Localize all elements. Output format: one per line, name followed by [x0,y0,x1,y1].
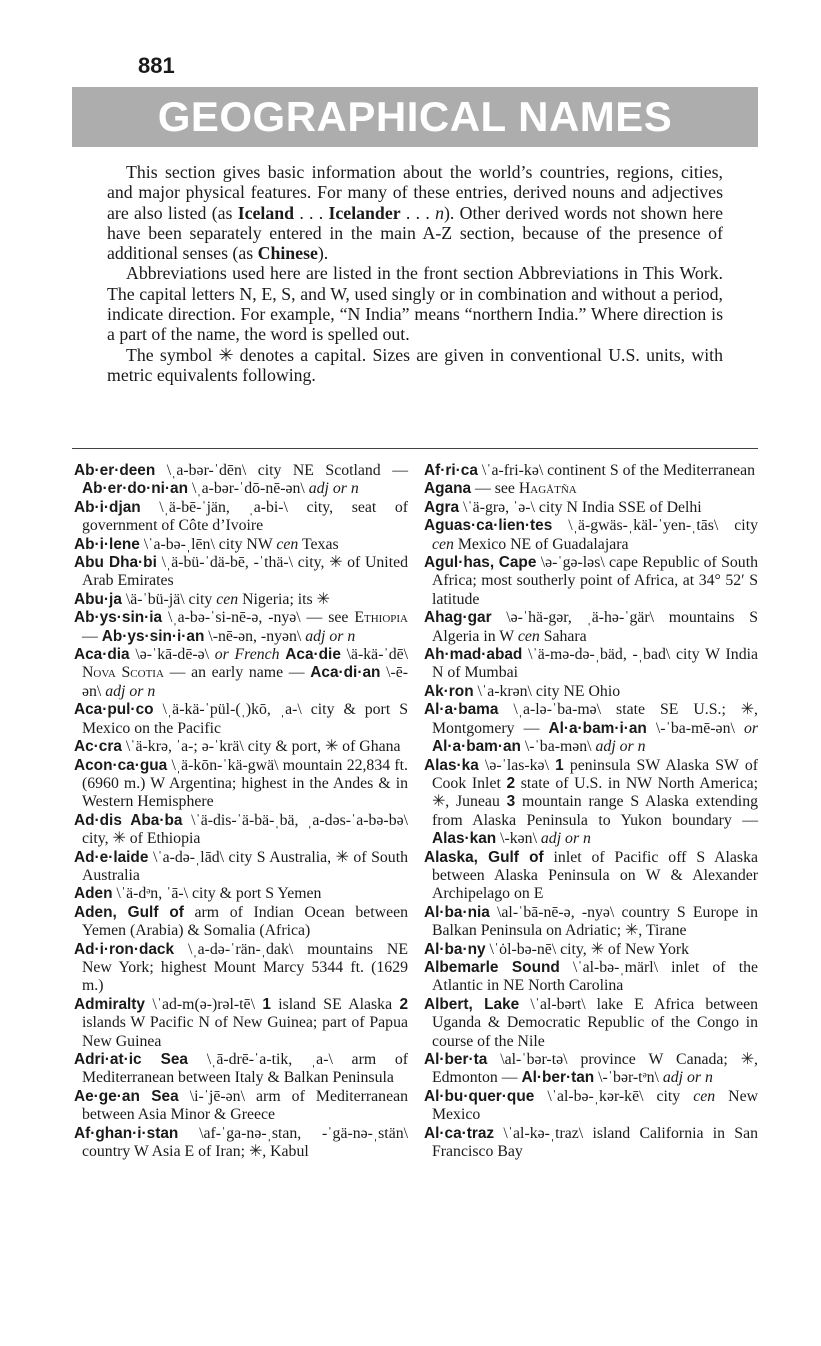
definition-text: \-nē-ən, -nyən\ [204,627,306,645]
headword: Albert, Lake [424,995,520,1013]
definition-text: Nigeria; its ✳ [238,590,330,608]
dictionary-entry [74,609,408,646]
headword: Al·a·bam·i·an [548,719,647,737]
definition-text: Sahara [539,627,587,645]
headword: Ak·ron [424,682,474,700]
definition-text: state of U.S. in NW North America; ✳, Juneau [432,774,758,811]
definition-text: \ə-ˈlas-kə\ [478,756,556,774]
dictionary-entry [424,959,758,996]
intro-paragraph-2: Abbreviations used here are listed in the front section Abbreviations in This Work. The capital letters N, E, S, and W, used singly or in combination and without a period, indicate direction. For example, “N India” means “northern India.” Where direction is a part of the name, the word is spelled out. [107,263,723,345]
definition-text: \ˌä-bü-ˈdä-bē, -ˈthä-\ city, ✳ of United Arab Emirates [82,554,408,590]
headword: Ac·cra [74,738,122,756]
definition-text: \ə-ˈhä-gər, ˌä-hə-ˈgär\ mountains S Algeria in W [432,609,758,645]
headword: Ae·ge·an Sea [74,1087,179,1105]
intro-text [107,162,723,385]
section-divider [72,448,758,449]
dictionary-entry [424,480,758,498]
definition-text: \ˌä-gwäs-ˌkäl-ˈyen-ˌtās\ city [552,517,758,535]
definition-text: \-ˈba-mən\ [520,738,596,756]
italic-label: cen [276,535,299,553]
definition-text: . . . [294,202,329,223]
dictionary-entry [424,849,758,904]
headword: Alas·ka [424,756,479,774]
dictionary-entry [74,499,408,536]
definition-text: \-ˈbər-tᵊn\ [594,1069,663,1087]
dictionary-entry [424,1051,758,1088]
definition-text: \ˈal-bə-ˌkər-kē\ city [534,1087,694,1105]
italic-label: adj or n [105,682,156,700]
headword: Al·ba·ny [424,940,486,958]
definition-text: — [82,627,102,645]
dictionary-entry [74,904,408,941]
definition-text: — see [471,480,519,498]
definition-text: \ˈä-dis-ˈä-bä-ˌbä, ˌa-dəs-ˈa-bə-bə\ city, ✳ of Ethiopia [82,811,408,848]
definition-text: New Mexico [432,1087,758,1124]
dictionary-entry [74,536,408,554]
headword: Ad·i·ron·dack [74,940,175,958]
headword: Ab·i·lene [74,535,140,553]
definition-text: \ˈad-m(ə-)rəl-tē\ [145,995,263,1013]
intro-paragraph-3: The symbol ✳ denotes a capital. Sizes are given in conventional U.S. units, with metric equivalents following. [107,344,723,385]
headword: Al·a·bam·an [432,738,521,756]
headword: Aden, Gulf of [74,903,184,921]
headword: Al·ca·traz [424,1124,495,1142]
dictionary-entry [424,701,758,756]
definition-text: ). [317,243,329,264]
intro-paragraph-1 [107,162,723,263]
entries-column-right [424,462,758,1161]
definition-text: \ˈa-bə-ˌlēn\ city NW [139,535,277,553]
italic-label: cen [432,535,454,553]
dictionary-entry [74,554,408,591]
dictionary-entry [74,1125,408,1162]
definition-text: \ˌā-drē-ˈa-tik, ˌa-\ arm of Mediterranean between Italy & Balkan Peninsula [82,1051,408,1087]
headword: Agra [424,498,460,516]
dictionary-entry [74,1088,408,1125]
headword: Al·ber·ta [424,1051,488,1068]
dictionary-entry [424,517,758,554]
headword: Abu Dha·bi [74,554,157,572]
definition-text: Texas [298,535,339,553]
headword: Adri·at·ic Sea [74,1051,188,1068]
definition-text: ). Other derived words not shown here have been separately entered in the main A-Z section, because of the presence of additional senses (as [107,202,723,264]
headword: Abu·ja [74,590,122,608]
headword: 2 [399,995,408,1013]
headword: Aca·die [285,646,341,664]
definition-text: \al-ˈbā-nē-ə, -nyə\ country S Europe in Balkan Peninsula on Adriatic; ✳, Tirane [432,903,758,940]
dictionary-entry [74,1051,408,1088]
cross-reference: Ethiopia [354,609,408,627]
definition-text: \ˌä-kä-ˈpül-(ˌ)kō, ˌa-\ city & port S Mexico on the Pacific [82,701,408,737]
definition-text: \ˈal-kə-ˌtraz\ island California in San Francisco Bay [432,1124,758,1161]
italic-label: cen [216,590,239,608]
headword: Ad·e·laide [74,848,149,866]
definition-text: \ˈȯl-bə-nē\ city, ✳ of New York [485,940,690,958]
dictionary-entry [74,757,408,812]
definition-text: \ˈä-dᵊn, ˈā-\ city & port S Yemen [112,885,322,903]
headword: Ab·er·deen [74,462,156,479]
definition-text: . . . [400,202,436,223]
entries-column-left [74,462,408,1161]
headword: Al·bu·quer·que [424,1087,535,1105]
definition-text: \al-ˈbər-tə\ province W Canada; ✳, Edmonton — [432,1051,758,1087]
definition-text: \ˌa-bə-ˈsi-nē-ə, -nyə\ — see [162,609,355,627]
headword: Ab·ys·sin·i·an [101,627,205,645]
italic-label: adj or n [662,1069,713,1087]
dictionary-entry [424,683,758,701]
headword: Aguas·ca·lien·tes [424,517,553,535]
italic-label: adj or n [595,738,646,756]
definition-text: \ə-ˈkā-dē-ə\ [129,646,215,664]
definition-text: \ˌa-bər-ˈdō-nē-ən\ [188,480,309,498]
dictionary-entry [74,996,408,1051]
definition-text: inlet of Pacific off S Alaska between Alaska Peninsula on W & Alexander Archipelago on E [432,848,758,903]
dictionary-entry [74,591,408,609]
definition-text: islands W Pacific N of New Guinea; part of Papua New Guinea [82,1014,408,1050]
definition-text: — an early name — [163,664,311,682]
headword: Aca·pul·co [74,701,154,719]
headword: 2 [506,774,516,792]
dictionary-entry [424,904,758,941]
italic-label: adj or n [540,830,591,848]
definition-text: mountain range S Alaska extending from Alaska Peninsula to Yukon boundary — [432,793,758,829]
headword: Aden [74,885,113,903]
definition-text: \ˈa-krən\ city NE Ohio [473,682,621,700]
headword: Iceland [237,202,295,223]
definition-text: island SE Alaska [270,995,400,1013]
definition-text: \ä-kä-ˈdē\ [340,646,409,664]
dictionary-entry [74,812,408,849]
italic-label: or [743,719,759,737]
definition-text: peninsula SW Alaska SW of Cook Inlet [432,756,758,792]
definition-text: This section gives basic information about the world’s countries, regions, cities, and major physical features. For many of these entries, derived nouns and adjectives are also listed (as [107,162,723,223]
definition-text: \ə-ˈgə-ləs\ cape Republic of South Africa; most southerly point of Africa, at 34° 52′ S latitude [432,554,758,608]
dictionary-entry [424,499,758,517]
cross-reference: Hagåtña [518,480,577,498]
headword: 3 [506,793,516,811]
definition-text: \-kən\ [496,830,541,848]
headword: Aca·dia [74,646,130,664]
dictionary-entry [424,462,758,480]
dictionary-entry [74,885,408,903]
headword: Al·a·bama [424,701,499,719]
definition-text: \ˌa-də-ˈrän-ˌdak\ mountains NE New York; highest Mount Marcy 5344 ft. (1629 m.) [82,940,408,995]
dictionary-entry [424,996,758,1051]
headword: Alaska, Gulf of [424,848,544,866]
headword: Admiralty [74,995,145,1013]
dictionary-entry [424,1088,758,1125]
page-number: 881 [138,53,175,78]
dictionary-entry [424,1125,758,1162]
definition-text: \ˌa-lə-ˈba-mə\ state SE U.S.; ✳, Montgomery — [432,701,758,737]
headword: Chinese [257,243,318,264]
section-title: GEOGRAPHICAL NAMES [157,93,673,140]
definition-text: \i-ˈjē-ən\ arm of Mediterranean between Asia Minor & Greece [82,1087,408,1124]
dictionary-entry [424,609,758,646]
headword: Aca·di·an [310,664,381,682]
definition-text: Mexico NE of Guadalajara [453,535,629,553]
headword: Ab·i·djan [74,498,141,516]
italic-label: n [435,202,444,223]
headword: Ab·ys·sin·ia [74,609,163,627]
headword: Alas·kan [432,830,497,848]
headword: Af·ri·ca [424,462,478,479]
definition-text: \ˈä-krə, ˈa-; ə-ˈkrä\ city & port, ✳ of Ghana [121,738,401,756]
definition-text: arm of Indian Ocean between Yemen (Arabia) & Somalia (Africa) [82,903,408,940]
italic-label: adj or n [308,480,359,498]
definition-text: \af-ˈga-nə-ˌstan, -ˈgä-nə-ˌstän\ country W Asia E of Iran; ✳, Kabul [82,1124,408,1161]
dictionary-entry [424,554,758,609]
definition-text: \ˈa-də-ˌlād\ city S Australia, ✳ of South Australia [82,848,408,884]
headword: 1 [555,756,564,774]
italic-label: or French [214,646,280,664]
definition-text: \ä-ˈbü-jä\ city [121,590,217,608]
definition-text: \-ˈba-mē-ən\ [646,719,744,737]
headword: Ah·mad·abad [424,646,523,664]
headword: Ad·dis Aba·ba [74,811,183,829]
dictionary-entry [424,646,758,683]
definition-text: \ˈä-mə-də-ˌbäd, -ˌbad\ city W India N of Mumbai [432,646,758,682]
definition-text: \ˌä-bē-ˈjän, ˌa-bi-\ city, seat of government of Côte d’Ivoire [82,498,408,535]
definition-text: \-ē-ən\ [82,664,409,700]
dictionary-entry [424,757,758,849]
dictionary-entry [74,462,408,499]
cross-reference: Nova Scotia [82,664,164,682]
dictionary-entry [74,701,408,738]
headword: Ab·er·do·ni·an [82,480,189,498]
section-title-band [72,87,758,147]
headword: Agana [424,480,472,498]
definition-text: \ˈal-bə-ˌmärl\ inlet of the Atlantic in NE North Carolina [432,958,758,995]
headword: Ahag·gar [424,609,492,627]
italic-label: cen [517,627,540,645]
italic-label: cen [693,1087,716,1105]
dictionary-entry [74,646,408,701]
dictionary-entry [74,849,408,886]
headword: Al·ber·tan [521,1069,595,1087]
headword: 1 [262,995,271,1013]
headword: Albemarle Sound [424,958,560,976]
definition-text: \ˈä-grə, ˈə-\ city N India SSE of Delhi [459,498,702,516]
definition-text: \ˈal-bərt\ lake E Africa between Uganda & Democratic Republic of the Congo in course of the Nile [432,995,759,1050]
definition-text: \ˌa-bər-ˈdēn\ city NE Scotland — [155,462,408,479]
headword: Icelander [328,202,401,223]
italic-label: adj or n [305,627,356,645]
dictionary-entry [74,738,408,756]
headword: Agul·has, Cape [424,554,537,572]
dictionary-entry [74,941,408,996]
headword: Acon·ca·gua [74,756,168,774]
definition-text: \ˈa-fri-kə\ continent S of the Mediterranean [477,462,756,479]
headword: Al·ba·nia [424,903,490,921]
definition-text: \ˌä-kōn-ˈkä-gwä\ mountain 22,834 ft. (6960 m.) W Argentina; highest in the Andes & in Western Hemisphere [82,756,408,811]
dictionary-entry [424,941,758,959]
headword: Af·ghan·i·stan [74,1124,179,1142]
